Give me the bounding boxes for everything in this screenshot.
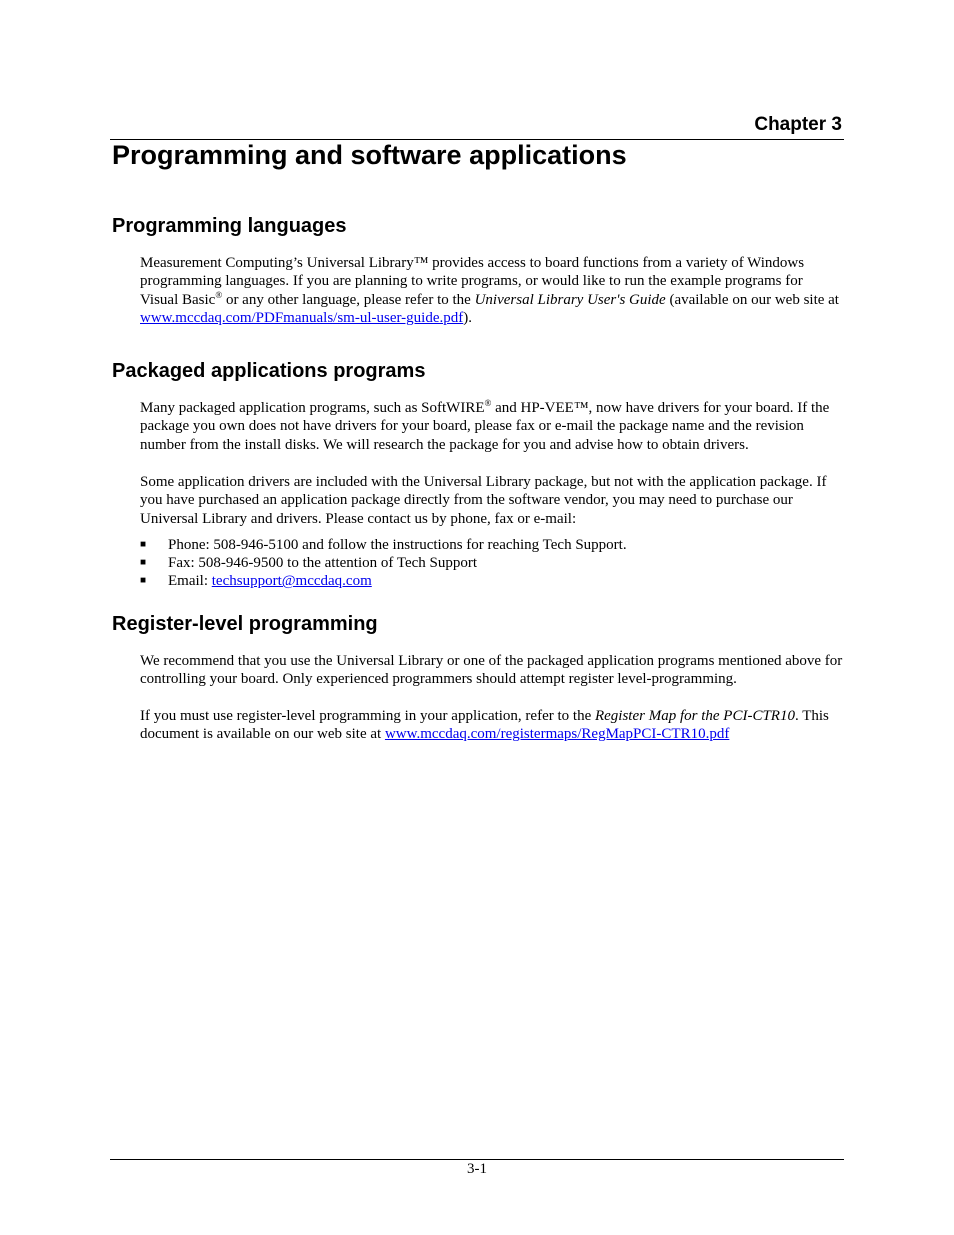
register-map-link[interactable]: www.mccdaq.com/registermaps/RegMapPCI-CTR10.pdf	[384, 726, 730, 743]
footer-rule	[110, 1159, 844, 1160]
bullet-icon: ■	[140, 557, 147, 569]
register-level-paragraph-2: If you must use register-level programming in your application, refer to the Register Map for the PCI-CTR10. This document is available on our web site at www.mccdaq.com/registermaps/RegMapPCI-CTR10.pdf	[140, 708, 829, 743]
ul-user-guide-link[interactable]: www.mccdaq.com/PDFmanuals/sm-ul-user-guide.pdf	[140, 310, 464, 327]
packaged-applications-paragraph-1: Many packaged application programs, such as SoftWIRE® and HP-VEE™, now have drivers for your board. If the package you own does not have drivers for your board, please fax or e-mail the package name and the revision number from the install disks. We will research the package for you and advise how to obtain drivers.	[140, 398, 830, 453]
section-heading-packaged-applications: Packaged applications programs	[112, 360, 426, 382]
contact-list	[140, 536, 627, 591]
techsupport-email-link[interactable]: techsupport@mccdaq.com	[211, 573, 372, 590]
bullet-icon: ■	[140, 575, 147, 587]
section-heading-programming-languages: Programming languages	[112, 215, 347, 237]
list-item-email: ■ Email: techsupport@mccdaq.com	[140, 573, 372, 590]
programming-languages-paragraph: Measurement Computing’s Universal Library™ provides access to board functions from a variety of Windows programming languages. If you are planning to write programs, or would like to run the example programs for Visual Basic® or any other language, please refer to the Universal Library User's Guide (available on our web site at www.mccdaq.com/PDFmanuals/sm-ul-user-guide.pdf).	[140, 255, 839, 327]
packaged-applications-paragraph-2: Some application drivers are included with the Universal Library package, but not with the application package. If you have purchased an application package directly from the software vendor, you may need to purchase our Universal Library and drivers. Please contact us by phone, fax or e-mail:	[140, 474, 827, 527]
list-item-phone: ■ Phone: 508-946-5100 and follow the instructions for reaching Tech Support.	[140, 537, 627, 553]
chapter-label: Chapter 3	[754, 114, 842, 135]
list-item-fax: ■ Fax: 508-946-9500 to the attention of Tech Support	[140, 555, 478, 572]
register-level-paragraph-1: We recommend that you use the Universal Library or one of the packaged application programs mentioned above for controlling your board. Only experienced programmers should attempt register level-programming.	[140, 653, 843, 688]
bullet-icon: ■	[140, 539, 147, 550]
section-heading-register-level: Register-level programming	[112, 613, 378, 635]
page-title: Programming and software applications	[112, 140, 627, 170]
page-number: 3-1	[467, 1161, 487, 1177]
